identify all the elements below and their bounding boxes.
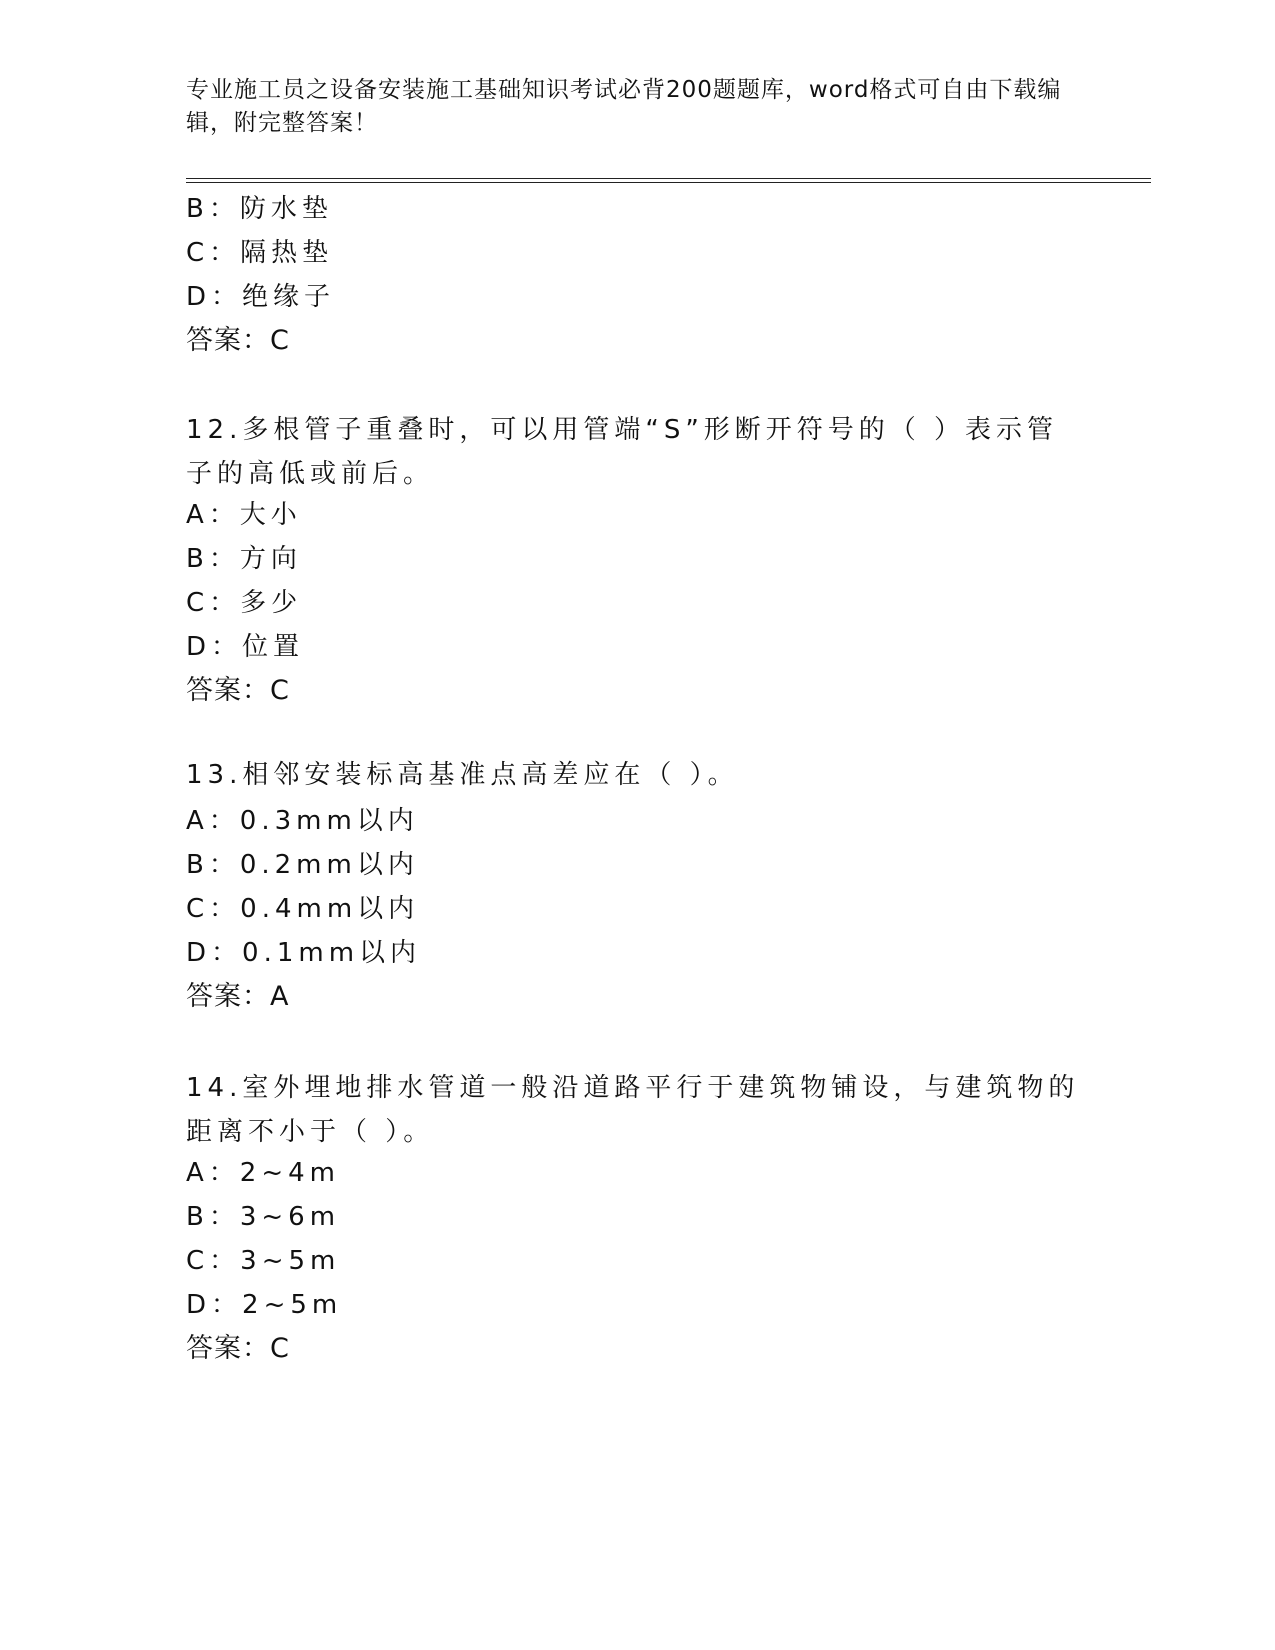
question-14-option-d: D：2~5m [186,1290,343,1320]
question-12-option-d: D：位置 [186,632,305,662]
question-13-option-a: A：0.3mm以内 [186,806,419,836]
question-14-option-c: C：3~5m [186,1246,341,1276]
question-12-option-a: A：大小 [186,500,302,530]
question-12-option-b: B：方向 [186,544,302,574]
question-12-text: 12.多根管子重叠时，可以用管端“S”形断开符号的（ ）表示管子的高低或前后。 [186,415,1059,489]
option-d: D：绝缘子 [186,282,336,312]
question-13-option-b: B：0.2mm以内 [186,850,419,880]
question-14-option-b: B：3~6m [186,1202,341,1232]
question-13-answer: 答案：A [186,981,290,1012]
header-rule-bottom [186,182,1151,183]
question-13-text: 13.相邻安装标高基准点高差应在（ ）。 [186,760,739,790]
document-header-title: 专业施工员之设备安装施工基础知识考试必背200题题库，word格式可自由下载编辑，附完整答案！ [186,77,1062,136]
option-b: B：防水垫 [186,194,333,224]
header-rule-top [186,178,1151,179]
answer-line: 答案：C [186,325,290,356]
question-14-answer: 答案：C [186,1333,290,1364]
question-14-option-a: A：2~4m [186,1158,340,1188]
question-12-option-c: C：多少 [186,588,303,618]
question-13-option-d: D：0.1mm以内 [186,938,422,968]
question-12-answer: 答案：C [186,675,290,706]
question-14-text: 14.室外埋地排水管道一般沿道路平行于建筑物铺设，与建筑物的距离不小于（ ）。 [186,1073,1080,1147]
option-c: C：隔热垫 [186,238,334,268]
question-13-option-c: C：0.4mm以内 [186,894,420,924]
